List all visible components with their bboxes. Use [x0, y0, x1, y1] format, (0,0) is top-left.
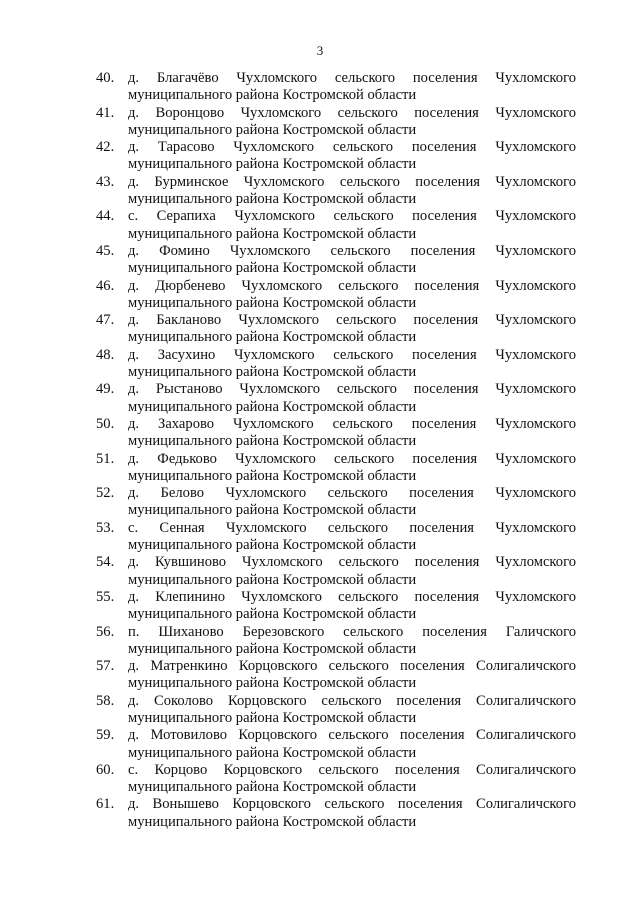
item-text: [128, 520, 576, 555]
item-line-settlement: д. Клепинино Чухломского сельского поселения Чухломского: [128, 588, 576, 605]
item-line-settlement: с. Сенная Чухломского сельского поселения Чухломского: [128, 519, 576, 536]
item-number: 55.: [96, 588, 115, 605]
item-line-settlement: д. Засухино Чухломского сельского поселения Чухломского: [128, 346, 576, 363]
item-line-district: муниципального района Костромской области: [128, 537, 417, 554]
item-line-district: муниципального района Костромской области: [128, 571, 417, 588]
item-line-settlement: д. Белово Чухломского сельского поселения Чухломского: [128, 485, 576, 502]
item-line-district: муниципального района Костромской области: [128, 433, 417, 450]
item-number: 43.: [96, 173, 115, 190]
item-line-settlement: п. Шиханово Березовского сельского поселения Галичского: [128, 623, 576, 640]
item-text: [128, 451, 576, 486]
list-item: [96, 624, 576, 659]
item-number: 61.: [96, 796, 115, 813]
item-line-settlement: д. Федьково Чухломского сельского поселения Чухломского: [128, 450, 576, 467]
list-item: [96, 451, 576, 486]
item-text: [128, 174, 576, 209]
item-text: [128, 624, 576, 659]
item-line-settlement: д. Соколово Корцовского сельского поселения Солигаличского: [128, 692, 576, 709]
item-number: 41.: [96, 104, 115, 121]
item-number: 51.: [96, 450, 115, 467]
item-text: [128, 589, 576, 624]
list-item: [96, 485, 576, 520]
item-number: 59.: [96, 727, 115, 744]
item-number: 57.: [96, 658, 115, 675]
list-item: [96, 796, 576, 831]
item-number: 54.: [96, 554, 115, 571]
list-item: [96, 727, 576, 762]
item-line-settlement: д. Фомино Чухломского сельского поселения Чухломского: [128, 242, 576, 259]
item-text: [128, 70, 576, 105]
item-number: 40.: [96, 70, 115, 86]
item-line-district: муниципального района Костромской области: [128, 606, 417, 623]
item-text: [128, 693, 576, 728]
list-item: [96, 312, 576, 347]
item-line-district: муниципального района Костромской области: [128, 709, 417, 726]
item-text: [128, 243, 576, 278]
settlement-list: [96, 70, 576, 831]
item-text: [128, 796, 576, 831]
list-item: [96, 278, 576, 313]
item-line-settlement: д. Тарасово Чухломского сельского поселения Чухломского: [128, 139, 576, 156]
item-line-district: муниципального района Костромской области: [128, 121, 417, 138]
item-text: [128, 208, 576, 243]
item-number: 53.: [96, 519, 115, 536]
item-line-settlement: д. Бакланово Чухломского сельского поселения Чухломского: [128, 312, 576, 329]
item-text: [128, 312, 576, 347]
item-line-district: муниципального района Костромской области: [128, 294, 417, 311]
item-number: 56.: [96, 623, 115, 640]
item-text: [128, 278, 576, 313]
item-line-district: муниципального района Костромской области: [128, 675, 417, 692]
item-number: 49.: [96, 381, 115, 398]
item-line-settlement: д. Бурминское Чухломского сельского поселения Чухломского: [128, 173, 576, 190]
item-line-district: муниципального района Костромской области: [128, 225, 417, 242]
list-item: [96, 70, 576, 105]
item-line-district: муниципального района Костромской области: [128, 502, 417, 519]
item-number: 46.: [96, 277, 115, 294]
item-number: 60.: [96, 761, 115, 778]
item-line-district: муниципального района Костромской области: [128, 467, 417, 484]
item-line-settlement: д. Вонышево Корцовского сельского поселения Солигаличского: [128, 796, 576, 813]
item-line-district: муниципального района Костромской области: [128, 87, 417, 104]
item-line-settlement: д. Кувшиново Чухломского сельского поселения Чухломского: [128, 554, 576, 571]
list-item: [96, 105, 576, 140]
list-item: [96, 139, 576, 174]
item-number: 44.: [96, 208, 115, 225]
list-item: [96, 589, 576, 624]
list-item: [96, 762, 576, 797]
list-item: [96, 381, 576, 416]
item-text: [128, 485, 576, 520]
item-number: 52.: [96, 485, 115, 502]
item-number: 50.: [96, 415, 115, 432]
item-number: 42.: [96, 139, 115, 156]
list-item: [96, 416, 576, 451]
item-line-district: муниципального района Костромской области: [128, 813, 417, 830]
item-line-settlement: д. Воронцово Чухломского сельского поселения Чухломского: [128, 104, 576, 121]
list-item: [96, 520, 576, 555]
item-line-district: муниципального района Костромской области: [128, 640, 417, 657]
item-line-district: муниципального района Костромской области: [128, 260, 417, 277]
item-line-settlement: д. Матренкино Корцовского сельского поселения Солигаличского: [128, 658, 576, 675]
item-line-settlement: д. Благачёво Чухломского сельского поселения Чухломского: [128, 70, 576, 86]
item-line-settlement: д. Мотовилово Корцовского сельского поселения Солигаличского: [128, 727, 576, 744]
item-text: [128, 658, 576, 693]
item-number: 48.: [96, 346, 115, 363]
item-line-district: муниципального района Костромской области: [128, 329, 417, 346]
item-text: [128, 727, 576, 762]
item-number: 58.: [96, 692, 115, 709]
item-line-district: муниципального района Костромской области: [128, 779, 417, 796]
list-item: [96, 208, 576, 243]
list-item: [96, 658, 576, 693]
item-text: [128, 105, 576, 140]
item-line-settlement: д. Дюрбенево Чухломского сельского поселения Чухломского: [128, 277, 576, 294]
item-line-district: муниципального района Костромской области: [128, 398, 417, 415]
item-text: [128, 381, 576, 416]
list-item: [96, 693, 576, 728]
item-line-district: муниципального района Костромской области: [128, 156, 417, 173]
list-item: [96, 243, 576, 278]
item-text: [128, 762, 576, 797]
item-line-settlement: с. Корцово Корцовского сельского поселения Солигаличского: [128, 761, 576, 778]
item-number: 45.: [96, 242, 115, 259]
item-text: [128, 347, 576, 382]
item-line-district: муниципального района Костромской области: [128, 191, 417, 208]
item-line-district: муниципального района Костромской области: [128, 744, 417, 761]
item-text: [128, 139, 576, 174]
list-item: [96, 347, 576, 382]
page-number: 3: [316, 43, 324, 58]
item-line-district: муниципального района Костромской области: [128, 364, 417, 381]
item-text: [128, 416, 576, 451]
item-number: 47.: [96, 312, 115, 329]
list-item: [96, 554, 576, 589]
list-item: [96, 174, 576, 209]
item-line-settlement: с. Серапиха Чухломского сельского поселения Чухломского: [128, 208, 576, 225]
item-text: [128, 554, 576, 589]
item-line-settlement: д. Захарово Чухломского сельского поселения Чухломского: [128, 415, 576, 432]
item-line-settlement: д. Рыстаново Чухломского сельского поселения Чухломского: [128, 381, 576, 398]
